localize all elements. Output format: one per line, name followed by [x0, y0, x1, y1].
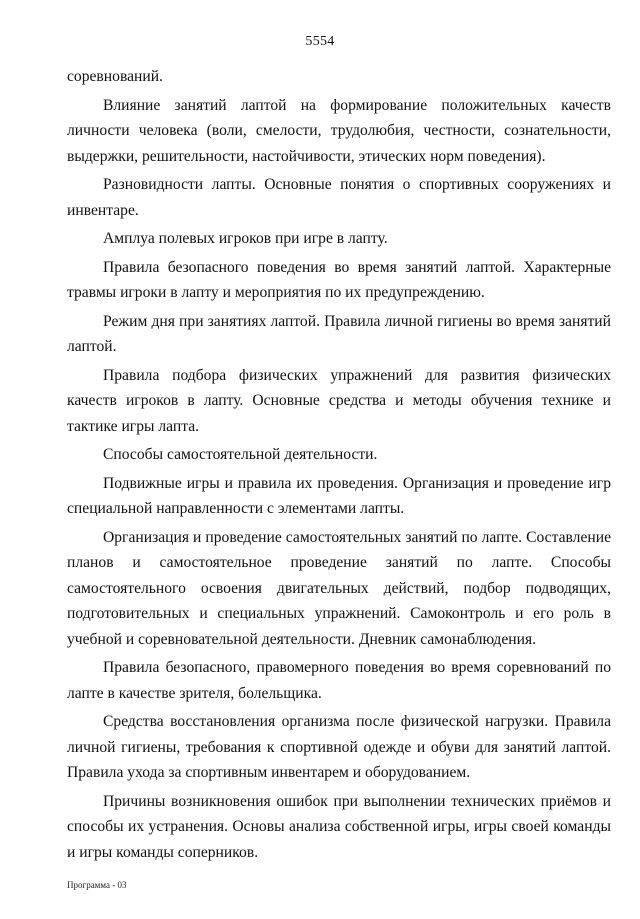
- document-body: [67, 64, 611, 868]
- paragraph-safety-rules: Правила безопасного поведения во время занятий лаптой. Характерные травмы игроки в лапту и мероприятия по их предупреждению.: [67, 258, 611, 301]
- paragraph-daily-routine: Режим дня при занятиях лаптой. Правила личной гигиены во время занятий лаптой.: [67, 312, 611, 355]
- paragraph-personal-qualities: Влияние занятий лаптой на формирование положительных качеств личности человека (воли, смелости, трудолюбия, честности, сознательности, выдержки, решительности, настойчивости, этических норм поведения).: [67, 96, 611, 165]
- paragraph-player-roles: Амплуа полевых игроков при игре в лапту.: [103, 230, 388, 247]
- paragraph-spectator-behavior: Правила безопасного, правомерного поведения во время соревнований по лапте в качестве зрителя, болельщика.: [67, 659, 611, 702]
- footer-program-label: Программа - 03: [67, 880, 127, 890]
- paragraph-outdoor-games: Подвижные игры и правила их проведения. Организация и проведение игр специальной направленности с элементами лапты.: [67, 474, 611, 517]
- paragraph-recovery: Средства восстановления организма после физической нагрузки. Правила личной гигиены, требования к спортивной одежде и обуви для занятий лаптой. Правила ухода за спортивным инвентарем и оборудованием.: [67, 713, 611, 781]
- paragraph-lapta-varieties: Разновидности лапты. Основные понятия о спортивных сооружениях и инвентаре.: [67, 176, 611, 219]
- paragraph-error-analysis: Причины возникновения ошибок при выполнении технических приёмов и способы их устранения. Основы анализа собственной игры, игры своей команды и игры команды соперников.: [67, 792, 611, 861]
- paragraph-independent-activity: Способы самостоятельной деятельности.: [103, 446, 378, 463]
- paragraph-self-study: Организация и проведение самостоятельных занятий по лапте. Составление планов и самостоятельное проведение занятий по лапте. Способы самостоятельного освоения двигательных действий, подбор подводящих, подготовительных и специальных упражнений. Самоконтроль и его роль в учебной и соревновательной деятельности. Дневник самонаблюдения.: [67, 528, 611, 648]
- paragraph-continuation: соревнований.: [67, 68, 163, 85]
- page-number: 5554: [305, 34, 335, 49]
- paragraph-exercise-selection: Правила подбора физических упражнений для развития физических качеств игроков в лапту. Основные средства и методы обучения технике и тактике игры лапта.: [67, 366, 611, 435]
